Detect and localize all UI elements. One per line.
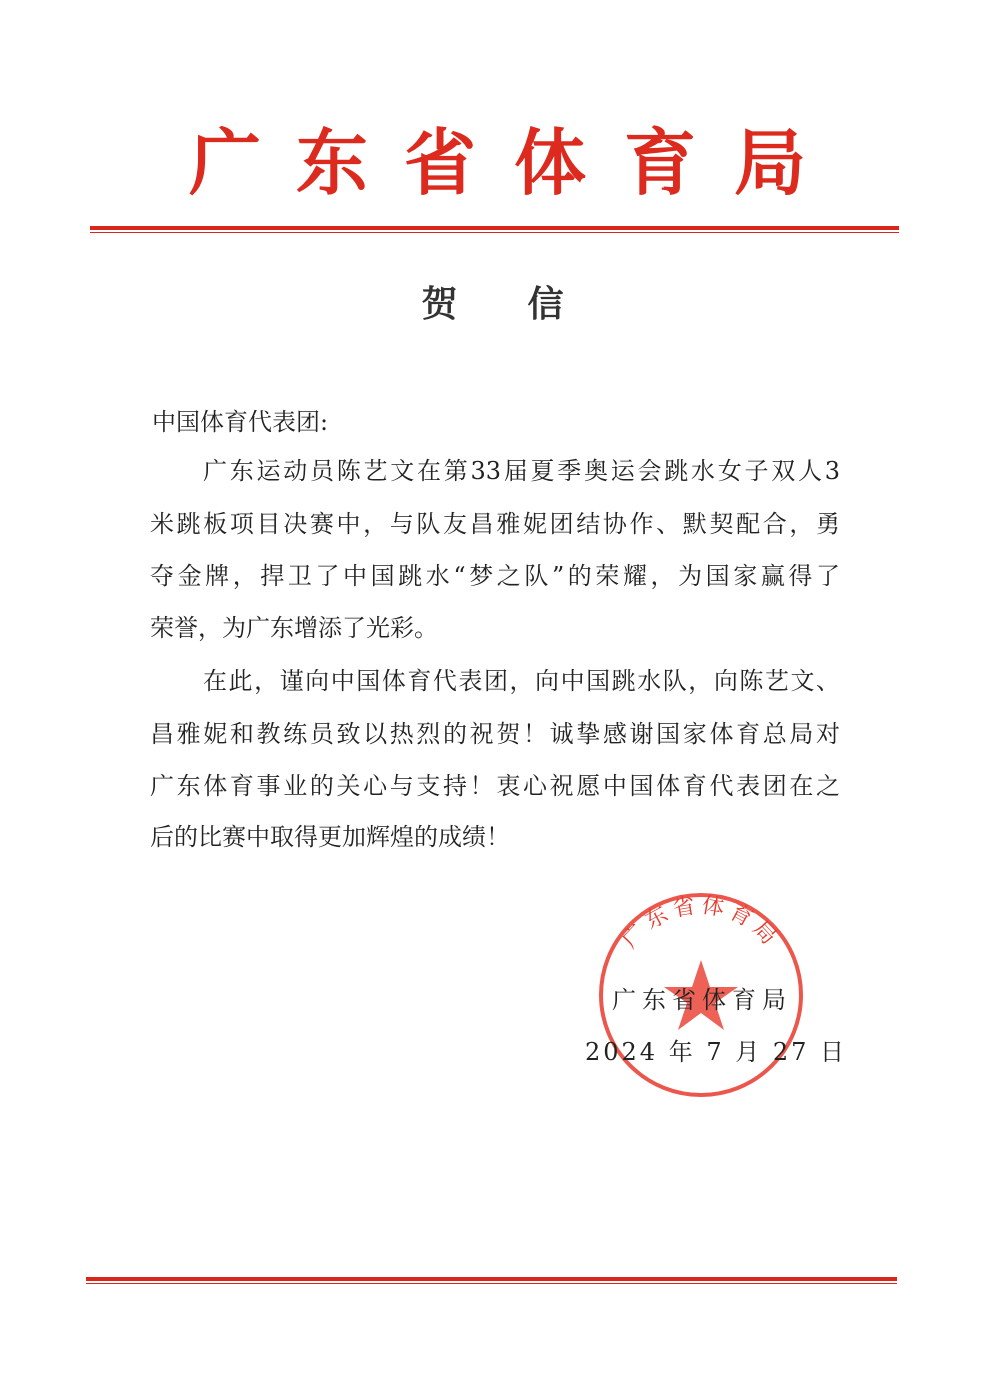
letterhead-char: 东 [295, 120, 368, 205]
body-line: 广东运动员陈艺文在第33届夏季奥运会跳水女子双人3 [203, 457, 840, 485]
body-line: 夺金牌，捍卫了中国跳水“梦之队”的荣耀，为国家赢得了 [150, 562, 840, 590]
body-line: 昌雅妮和教练员致以热烈的祝贺！诚挚感谢国家体育总局对 [150, 720, 840, 748]
body-line: 后的比赛中取得更加辉煌的成绩！ [150, 823, 510, 851]
body-line: 广东体育事业的关心与支持！衷心祝愿中国体育代表团在之 [150, 772, 840, 800]
header-divider [90, 226, 899, 233]
letterhead-char: 体 [513, 120, 586, 205]
date: 2024 年 7 月 27 日 [585, 1038, 848, 1066]
salutation: 中国体育代表团: [152, 408, 329, 436]
letterhead [0, 118, 985, 208]
letterhead-char: 局 [733, 120, 806, 205]
letter-title: 贺信 [421, 283, 634, 325]
footer-divider [86, 1277, 897, 1284]
letterhead-char: 广 [188, 120, 261, 205]
body-line: 荣誉，为广东增添了光彩。 [150, 614, 438, 642]
body-line: 米跳板项目决赛中，与队友昌雅妮团结协作、默契配合，勇 [150, 510, 840, 538]
letterhead-char: 省 [403, 120, 476, 205]
body-line: 在此，谨向中国体育代表团，向中国跳水队，向陈艺文、 [203, 667, 840, 695]
signature: 广东省体育局 [612, 986, 792, 1014]
letterhead-char: 育 [623, 120, 696, 205]
seal-text: 广东省体育局 [617, 893, 785, 954]
